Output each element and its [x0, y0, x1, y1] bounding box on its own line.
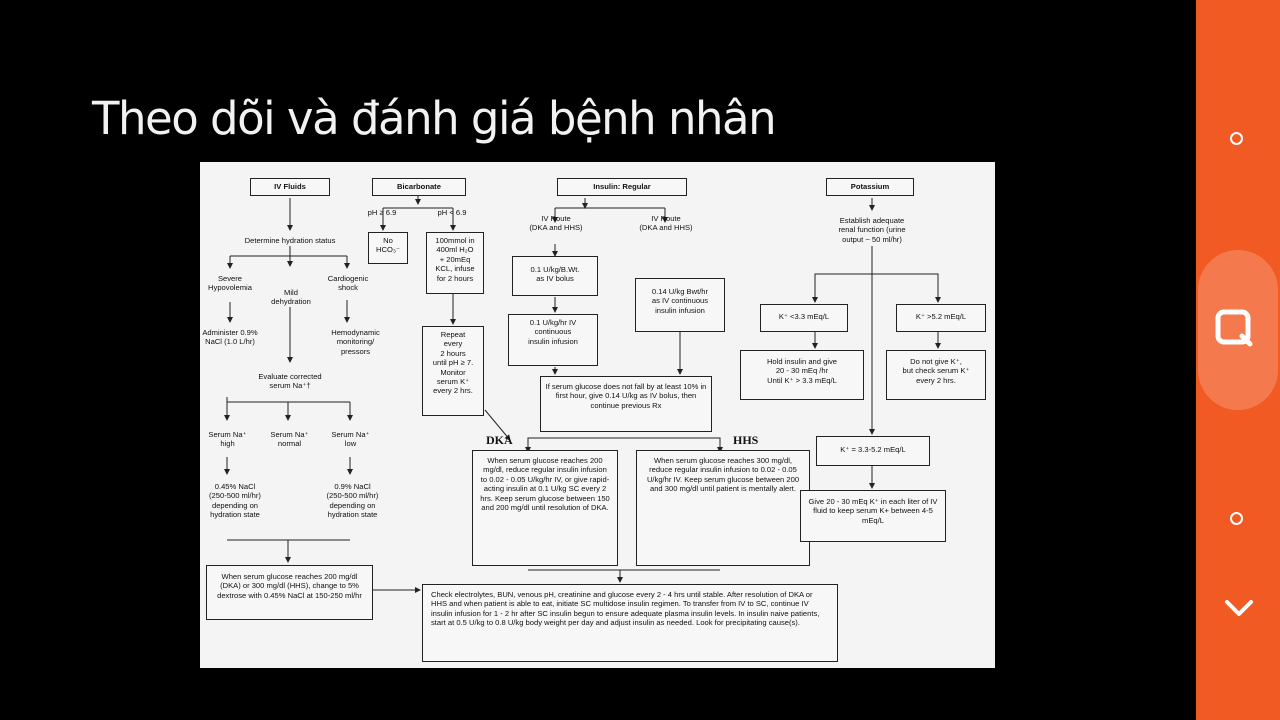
monitoring-summary-box: Check electrolytes, BUN, venous pH, creatinine and glucose every 2 - 4 hrs until stable. After resolution of DKA or HHS and when patient is able to eat, initiate SC multidose insulin regimen. To transfer from IV to SC, continue IV insulin infusion for 1 - 2 hr after SC insulin begun to ensure adequate plasma insulin levels. In insulin naive patients, start at 0.5 U/kg to 0.8 U/kg body weight per day and adjust insulin as needed. Look for precipitating cause(s).	[422, 584, 838, 662]
header-potassium: Potassium	[826, 178, 914, 196]
no-potassium-box: Do not give K⁺, but check serum K⁺ every 2 hrs.	[886, 350, 986, 400]
severe-hypovolemia: Severe Hypovolemia	[208, 274, 252, 293]
header-iv-fluids: IV Fluids	[250, 178, 330, 196]
slide-title: Theo dõi và đánh giá bệnh nhân	[92, 92, 776, 145]
flowchart	[200, 162, 995, 668]
insulin-bolus-box: 0.1 U/kg/B.Wt. as IV bolus	[512, 256, 598, 296]
circle-icon[interactable]	[1230, 132, 1243, 145]
search-icon	[1198, 250, 1278, 410]
iv-route-2: IV Route (DKA and HHS)	[639, 214, 693, 233]
sodium-high: Serum Na⁺ high	[208, 430, 247, 449]
potassium-low-box: K⁺ <3.3 mEq/L	[760, 304, 848, 332]
dka-label: DKA	[486, 433, 513, 447]
mild-dehydration: Mild dehydration	[271, 288, 311, 307]
potassium-mid-box: K⁺ = 3.3-5.2 mEq/L	[816, 436, 930, 466]
chevron-down-icon[interactable]	[1224, 598, 1254, 620]
sodium-normal: Serum Na⁺ normal	[270, 430, 309, 449]
potassium-high-box: K⁺ >5.2 mEq/L	[896, 304, 986, 332]
determine-hydration: Determine hydration status	[244, 236, 336, 245]
iv-route-1: IV Route (DKA and HHS)	[529, 214, 583, 233]
ph-high-label: pH ≥ 6.9	[367, 208, 397, 217]
normal-saline: 0.9% NaCl (250-500 ml/hr) depending on hydration state	[326, 482, 379, 520]
cardiogenic-shock: Cardiogenic shock	[327, 274, 369, 293]
bicarbonate-repeat-box: Repeat every 2 hours until pH ≥ 7. Monitor serum K⁺ every 2 hrs.	[422, 326, 484, 416]
circle-icon[interactable]	[1230, 512, 1243, 525]
hemodynamic-monitoring: Hemodynamic monitoring/ pressors	[331, 328, 380, 356]
hhs-label: HHS	[733, 433, 759, 447]
insulin-continuous-box: 0.1 U/kg/hr IV continuous insulin infusion	[508, 314, 598, 366]
header-bicarbonate: Bicarbonate	[372, 178, 466, 196]
glucose-fall-box: If serum glucose does not fall by at least 10% in first hour, give 0.14 U/kg as IV bolus, then continue previous Rx	[540, 376, 712, 432]
no-bicarbonate-box: No HCO₃⁻	[368, 232, 408, 264]
dka-management-box: When serum glucose reaches 200 mg/dl, reduce regular insulin infusion to 0.02 - 0.05 U/kg/hr IV, or give rapid-acting insulin at 0.1 U/kg SC every 2 hrs. Keep serum glucose between 150 and 200 mg/dl until resolution of DKA.	[472, 450, 618, 566]
dextrose-box: When serum glucose reaches 200 mg/dl (DKA) or 300 mg/dl (HHS), change to 5% dextrose with 0.45% NaCl at 150-250 ml/hr	[206, 565, 373, 620]
header-insulin: Insulin: Regular	[557, 178, 687, 196]
hold-insulin-box: Hold insulin and give 20 - 30 mEq /hr Until K⁺ > 3.3 mEq/L	[740, 350, 864, 400]
give-potassium-box: Give 20 - 30 mEq K⁺ in each liter of IV fluid to keep serum K+ between 4-5 mEq/L	[800, 490, 946, 542]
evaluate-sodium: Evaluate corrected serum Na⁺†	[258, 372, 322, 391]
sodium-low: Serum Na⁺ low	[331, 430, 370, 449]
hhs-management-box: When serum glucose reaches 300 mg/dl, reduce regular insulin infusion to 0.02 - 0.05 U/kg/hr IV. Keep serum glucose between 200 and 300 mg/dl until patient is mentally alert.	[636, 450, 810, 566]
insulin-continuous-alt-box: 0.14 U/kg Bwt/hr as IV continuous insulin infusion	[635, 278, 725, 332]
ph-low-label: pH < 6.9	[437, 208, 467, 217]
establish-renal-function: Establish adequate renal function (urine output ~ 50 ml/hr)	[838, 216, 906, 244]
administer-nacl: Administer 0.9% NaCl (1.0 L/hr)	[202, 328, 258, 347]
bicarbonate-dose-box: 100mmol in 400ml H₂O + 20mEq KCL, infuse for 2 hours	[426, 232, 484, 294]
search-button[interactable]	[1198, 250, 1278, 410]
half-saline: 0.45% NaCl (250-500 ml/hr) depending on hydration state	[209, 482, 261, 520]
